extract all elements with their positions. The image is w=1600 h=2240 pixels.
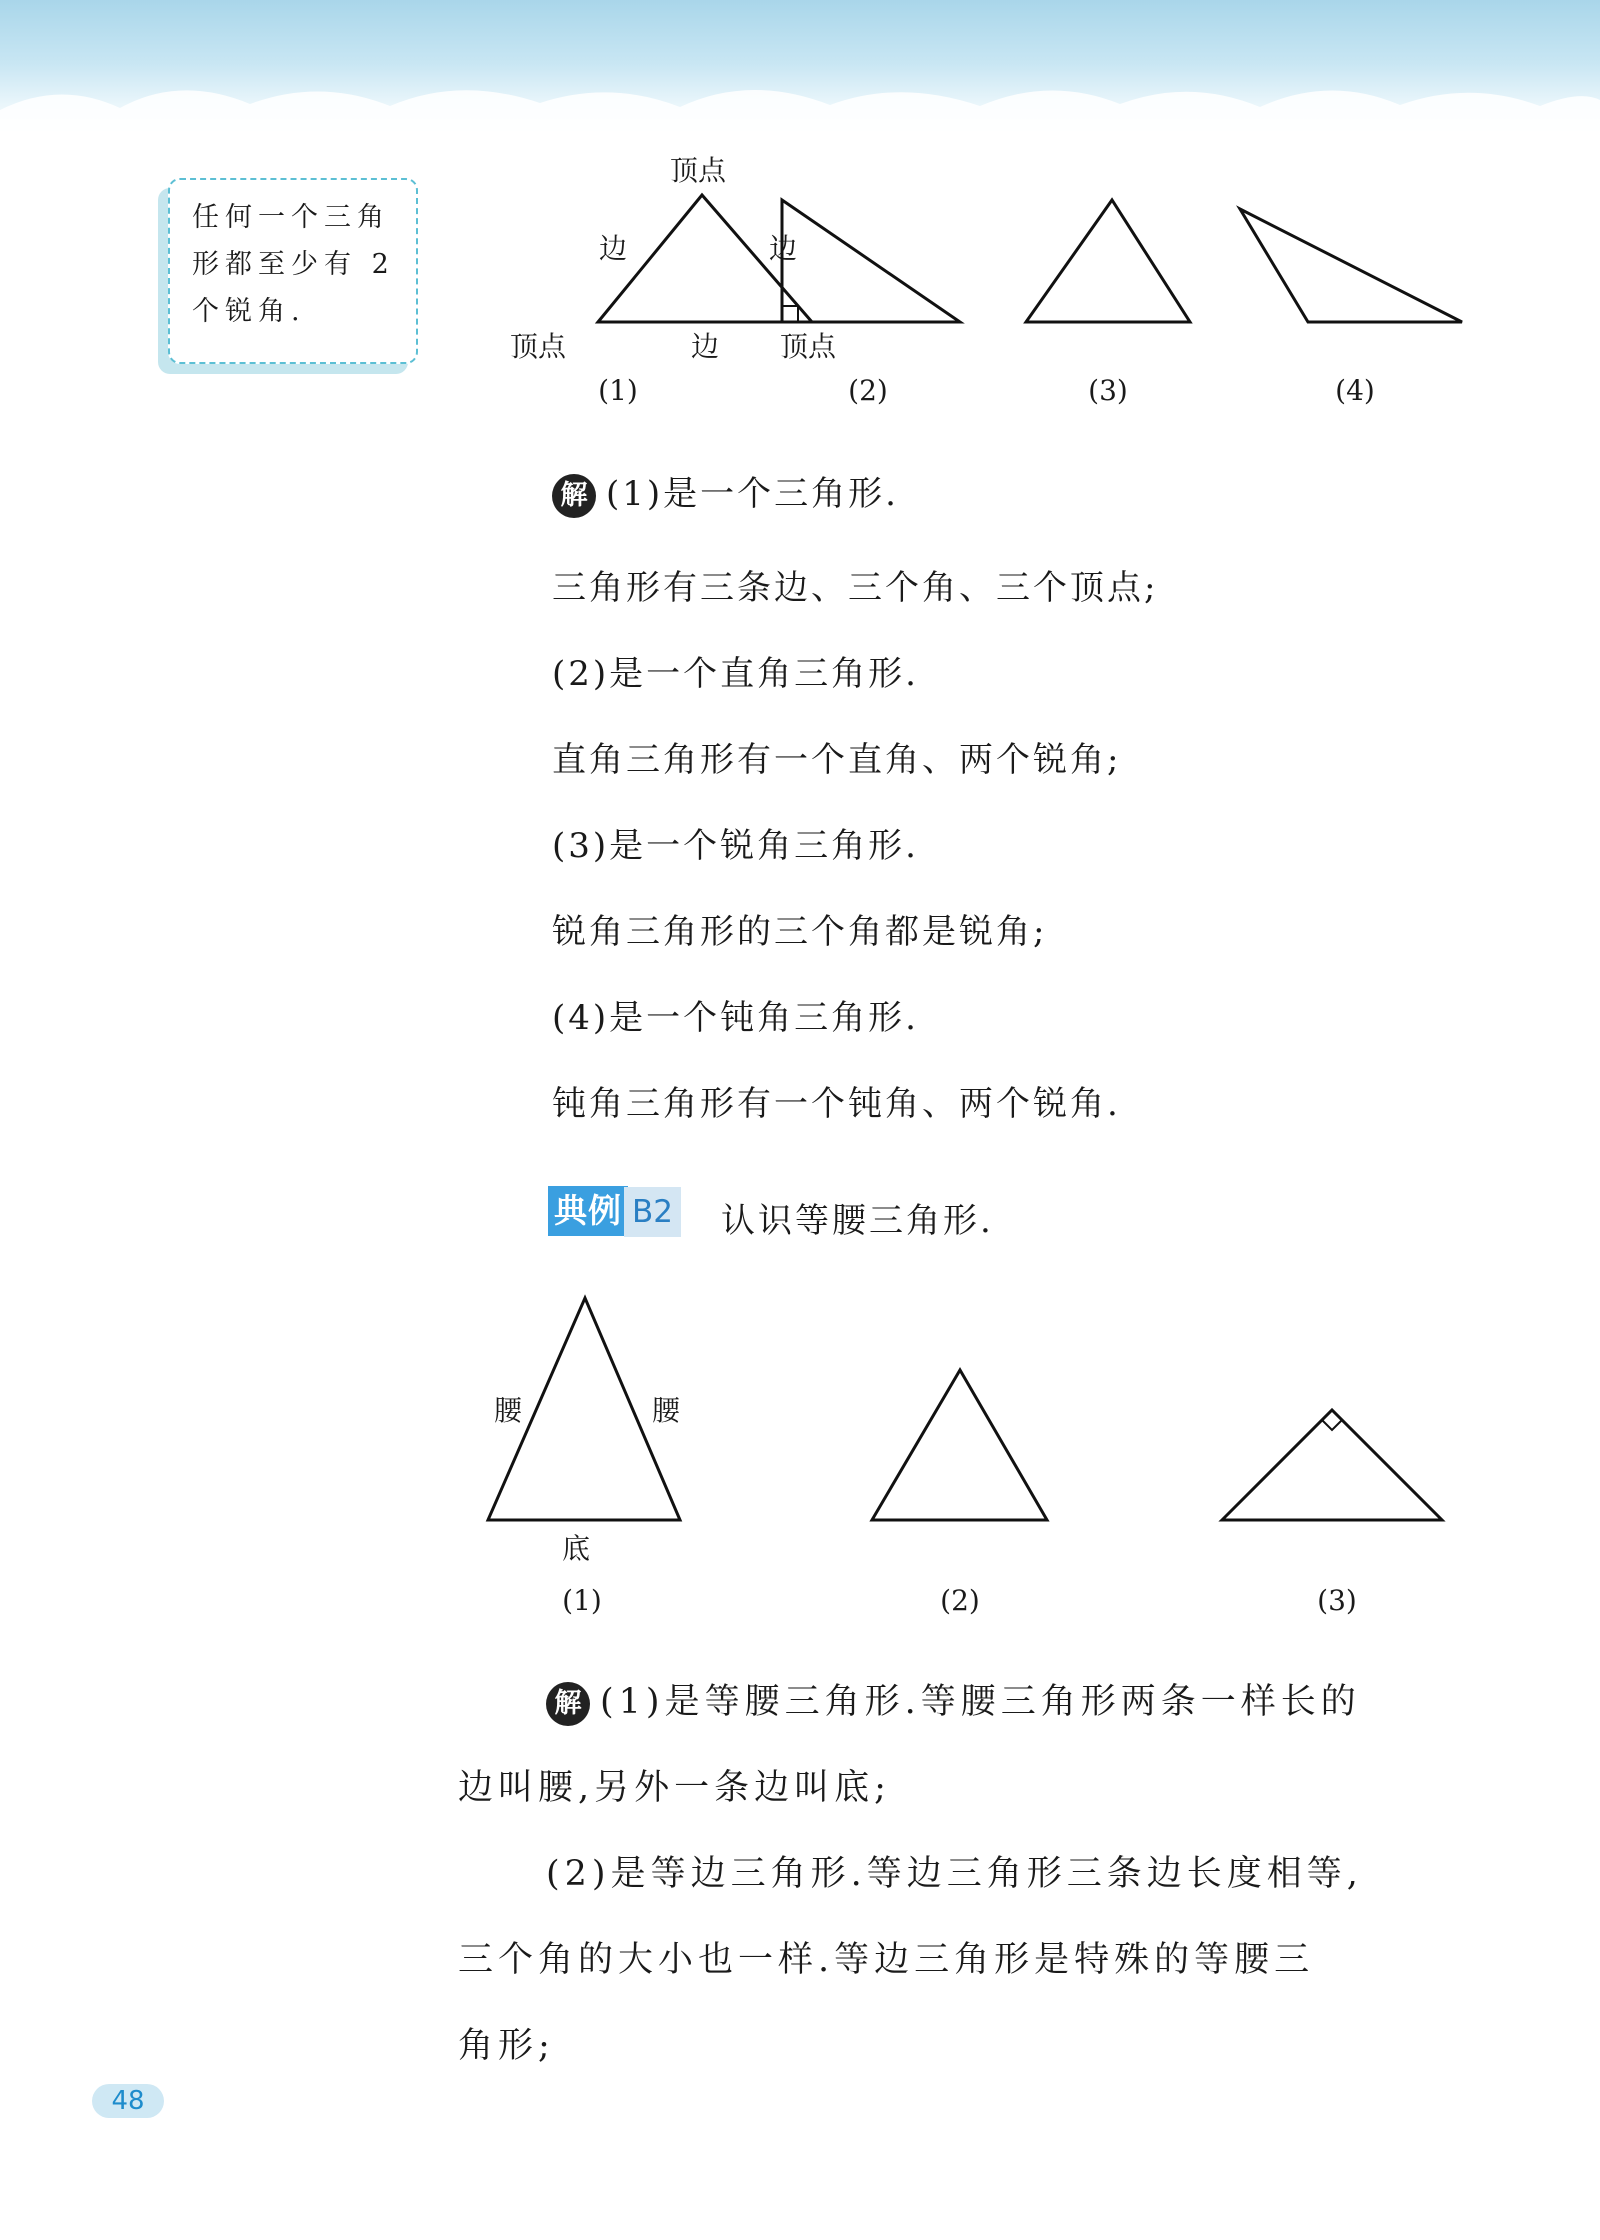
caption-b3: (3) [1317,1584,1357,1617]
right-side-label: 边 [768,232,798,265]
triangle-3 [1026,200,1190,322]
solution2-line-1: 解 (1)是等腰三角形.等腰三角形两条一样长的 [546,1674,1361,1726]
caption-b2: (2) [940,1584,980,1617]
right-angle-mark-2 [1322,1420,1342,1430]
page-header-banner [0,0,1600,140]
base-side-label: 边 [690,330,720,363]
solution2-line-4: 三个角的大小也一样.等边三角形是特殊的等腰三 [458,1940,1315,1980]
example-label: 典例 [548,1186,628,1236]
base-label: 底 [561,1532,591,1565]
apex-label: 顶点 [669,154,727,187]
example-heading [548,1186,994,1242]
bottom-left-vertex-label: 顶点 [510,330,567,363]
solution2-line-5: 角形; [458,2026,555,2066]
left-leg-label: 腰 [493,1394,523,1427]
caption-4: (4) [1335,374,1375,407]
left-side-label: 边 [598,232,628,265]
equilateral-triangle [872,1370,1047,1520]
solution1-line-5: (3)是一个锐角三角形. [552,826,919,866]
solution1-line-4: 直角三角形有一个直角、两个锐角; [552,740,1122,780]
solution1-line-2: 三角形有三条边、三个角、三个顶点; [552,568,1159,608]
caption-1: (1) [598,374,638,407]
isosceles-figure [470,1280,1470,1620]
solution2-line-2: 边叫腰,另外一条边叫底; [458,1768,891,1808]
right-leg-label: 腰 [651,1394,681,1427]
right-isosceles-triangle [1222,1410,1442,1520]
caption-2: (2) [848,374,888,407]
tip-box [168,178,418,364]
solution1-line-6: 锐角三角形的三个角都是锐角; [552,912,1048,952]
example-title: 认识等腰三角形. [721,1201,994,1241]
caption-b1: (1) [562,1584,602,1617]
triangle-types-figure [470,150,1470,420]
solution-badge-2: 解 [546,1682,590,1726]
page-number: 48 [92,2084,164,2118]
solution2-line-3: (2)是等边三角形.等边三角形三条边长度相等, [546,1854,1363,1894]
triangle-4 [1240,209,1462,322]
solution1-line-3: (2)是一个直角三角形. [552,654,919,694]
triangle-2 [782,200,960,322]
cloud-decoration [0,70,1600,150]
bottom-right-vertex-label: 顶点 [780,330,837,363]
solution1-line-8: 钝角三角形有一个钝角、两个锐角. [552,1084,1121,1124]
solution1-line-7: (4)是一个钝角三角形. [552,998,919,1038]
solution-badge: 解 [552,474,596,518]
tip-text: 任何一个三角形都至少有 2 个锐角. [192,202,395,327]
caption-3: (3) [1088,374,1128,407]
right-angle-mark [782,306,798,322]
solution1-line-1: 解 (1)是一个三角形. [552,466,899,518]
example-number: B2 [624,1187,681,1237]
